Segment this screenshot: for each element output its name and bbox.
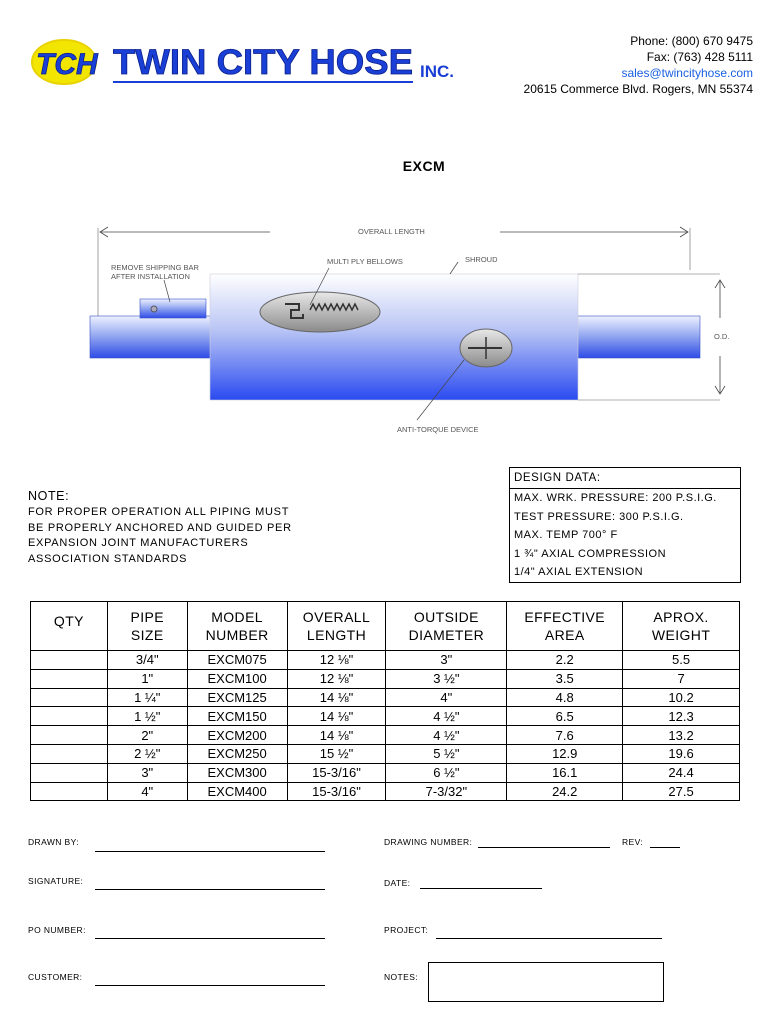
header-qty: QTY bbox=[31, 602, 108, 651]
design-data-row: TEST PRESSURE: 300 P.S.I.G. bbox=[514, 510, 684, 523]
multi-ply-label: MULTI PLY BELLOWS bbox=[327, 257, 403, 266]
drawing-number-label: DRAWING NUMBER: bbox=[384, 837, 473, 847]
table-cell: 3" bbox=[107, 763, 187, 782]
table-cell: 5 ½" bbox=[386, 744, 507, 763]
header-overall-length: OVERALL LENGTH bbox=[287, 602, 386, 651]
table-cell: EXCM100 bbox=[187, 669, 287, 688]
shipping-bar bbox=[140, 299, 206, 318]
table-cell: 24.4 bbox=[623, 763, 740, 782]
shipping-bar-label-2: AFTER INSTALLATION bbox=[111, 272, 190, 281]
table-cell: 3/4" bbox=[107, 651, 187, 670]
table-cell: 3" bbox=[386, 651, 507, 670]
table-cell: 1" bbox=[107, 669, 187, 688]
header-effective-area: EFFECTIVE AREA bbox=[507, 602, 623, 651]
header-pipe-size: PIPE SIZE bbox=[107, 602, 187, 651]
table-cell: 4" bbox=[107, 782, 187, 801]
date-field[interactable] bbox=[420, 888, 542, 889]
logo-company-name: TWIN CITY HOSE bbox=[113, 43, 414, 82]
table-cell bbox=[31, 763, 108, 782]
drawn-by-field[interactable] bbox=[95, 851, 325, 852]
project-field[interactable] bbox=[436, 938, 662, 939]
table-row bbox=[31, 707, 740, 726]
table-cell: 13.2 bbox=[623, 726, 740, 745]
page-title: EXCM bbox=[402, 158, 446, 174]
table-cell: 7 bbox=[623, 669, 740, 688]
note-line: BE PROPERLY ANCHORED AND GUIDED PER bbox=[28, 521, 292, 534]
table-cell: 15-3/16" bbox=[287, 782, 386, 801]
table-row bbox=[31, 688, 740, 707]
table-cell: 27.5 bbox=[623, 782, 740, 801]
table-cell: 12.3 bbox=[623, 707, 740, 726]
table-row bbox=[31, 651, 740, 670]
shroud-body bbox=[210, 274, 578, 400]
table-cell: 4 ½" bbox=[386, 707, 507, 726]
table-cell: 24.2 bbox=[507, 782, 623, 801]
project-label: PROJECT: bbox=[384, 925, 429, 935]
header-model-number: MODEL NUMBER bbox=[187, 602, 287, 651]
design-data-row: MAX. TEMP 700° F bbox=[514, 529, 618, 542]
table-cell: 10.2 bbox=[623, 688, 740, 707]
shipping-bar-label-1: REMOVE SHIPPING BAR bbox=[111, 263, 199, 272]
signature-label: SIGNATURE: bbox=[28, 876, 84, 886]
shroud-label: SHROUD bbox=[465, 255, 498, 264]
logo-company-suffix: INC. bbox=[420, 62, 454, 81]
table-cell: EXCM125 bbox=[187, 688, 287, 707]
overall-length-label: OVERALL LENGTH bbox=[358, 227, 425, 236]
table-cell bbox=[31, 782, 108, 801]
table-header-row bbox=[31, 602, 740, 651]
table-cell: 6 ½" bbox=[386, 763, 507, 782]
notes-field[interactable] bbox=[428, 962, 664, 1002]
table-cell: 14 ⅛" bbox=[287, 707, 386, 726]
table-cell: 1 ¼" bbox=[107, 688, 187, 707]
table-cell: 2" bbox=[107, 726, 187, 745]
table-cell bbox=[31, 744, 108, 763]
design-data-box bbox=[509, 467, 741, 583]
design-data-heading: DESIGN DATA: bbox=[510, 468, 740, 489]
table-cell: 4.8 bbox=[507, 688, 623, 707]
phone-text: Phone: (800) 670 9475 bbox=[630, 34, 753, 48]
note-line: ASSOCIATION STANDARDS bbox=[28, 552, 188, 565]
note-heading: NOTE: bbox=[28, 489, 70, 503]
table-cell: 4" bbox=[386, 688, 507, 707]
od-label: O.D. bbox=[714, 332, 730, 341]
table-cell: EXCM250 bbox=[187, 744, 287, 763]
logo-monogram: TCH bbox=[36, 48, 98, 81]
fax-text: Fax: (763) 428 5111 bbox=[646, 50, 753, 64]
table-cell: 14 ⅛" bbox=[287, 726, 386, 745]
expansion-joint-diagram bbox=[80, 220, 740, 440]
note-line: EXPANSION JOINT MANUFACTURERS bbox=[28, 537, 249, 549]
design-data-row: 1 ¾" AXIAL COMPRESSION bbox=[514, 547, 667, 560]
contact-block bbox=[524, 33, 753, 97]
table-cell bbox=[31, 726, 108, 745]
drawing-number-field[interactable] bbox=[478, 847, 610, 848]
table-cell bbox=[31, 688, 108, 707]
rev-label: REV: bbox=[622, 837, 644, 847]
po-number-field[interactable] bbox=[95, 938, 325, 939]
table-row bbox=[31, 744, 740, 763]
table-cell: 3.5 bbox=[507, 669, 623, 688]
notes-label: NOTES: bbox=[384, 972, 419, 982]
signature-field[interactable] bbox=[95, 889, 325, 890]
note-line: FOR PROPER OPERATION ALL PIPING MUST bbox=[28, 506, 290, 518]
bellows-window bbox=[260, 292, 380, 332]
rev-field[interactable] bbox=[650, 847, 680, 848]
customer-field[interactable] bbox=[95, 985, 325, 986]
table-cell: 4 ½" bbox=[386, 726, 507, 745]
table-cell: EXCM200 bbox=[187, 726, 287, 745]
table-cell: EXCM400 bbox=[187, 782, 287, 801]
table-cell: 1 ½" bbox=[107, 707, 187, 726]
table-cell: 12 ⅛" bbox=[287, 669, 386, 688]
table-cell: EXCM075 bbox=[187, 651, 287, 670]
table-cell: 7.6 bbox=[507, 726, 623, 745]
date-label: DATE: bbox=[384, 878, 411, 888]
anti-torque-label: ANTI-TORQUE DEVICE bbox=[397, 425, 479, 434]
table-cell: 5.5 bbox=[623, 651, 740, 670]
company-logo bbox=[28, 38, 468, 90]
table-body bbox=[31, 651, 740, 801]
spec-table bbox=[30, 601, 740, 801]
address-text: 20615 Commerce Blvd. Rogers, MN 55374 bbox=[523, 82, 753, 96]
table-cell: 19.6 bbox=[623, 744, 740, 763]
table-cell bbox=[31, 707, 108, 726]
table-cell: 6.5 bbox=[507, 707, 623, 726]
customer-label: CUSTOMER: bbox=[28, 972, 83, 982]
table-cell: 7-3/32" bbox=[386, 782, 507, 801]
table-cell bbox=[31, 669, 108, 688]
table-cell: EXCM150 bbox=[187, 707, 287, 726]
email-link[interactable]: sales@twincityhose.com bbox=[621, 66, 753, 80]
note-body bbox=[28, 505, 318, 567]
table-row bbox=[31, 763, 740, 782]
logo-graphic bbox=[28, 38, 468, 90]
table-cell: 14 ⅛" bbox=[287, 688, 386, 707]
header-approx-weight: APROX. WEIGHT bbox=[623, 602, 740, 651]
table-row bbox=[31, 782, 740, 801]
table-cell: 3 ½" bbox=[386, 669, 507, 688]
table-cell: 2 ½" bbox=[107, 744, 187, 763]
table-row bbox=[31, 669, 740, 688]
table-cell: 12 ⅛" bbox=[287, 651, 386, 670]
header-outside-diameter: OUTSIDE DIAMETER bbox=[386, 602, 507, 651]
table-cell: EXCM300 bbox=[187, 763, 287, 782]
design-data-row: 1/4" AXIAL EXTENSION bbox=[514, 566, 644, 579]
table-cell bbox=[31, 651, 108, 670]
drawn-by-label: DRAWN BY: bbox=[28, 837, 79, 847]
table-cell: 12.9 bbox=[507, 744, 623, 763]
table-row bbox=[31, 726, 740, 745]
table-cell: 15-3/16" bbox=[287, 763, 386, 782]
table-cell: 16.1 bbox=[507, 763, 623, 782]
po-number-label: PO NUMBER: bbox=[28, 925, 86, 935]
design-data-row: MAX. WRK. PRESSURE: 200 P.S.I.G. bbox=[514, 492, 717, 504]
table-cell: 2.2 bbox=[507, 651, 623, 670]
table-cell: 15 ½" bbox=[287, 744, 386, 763]
